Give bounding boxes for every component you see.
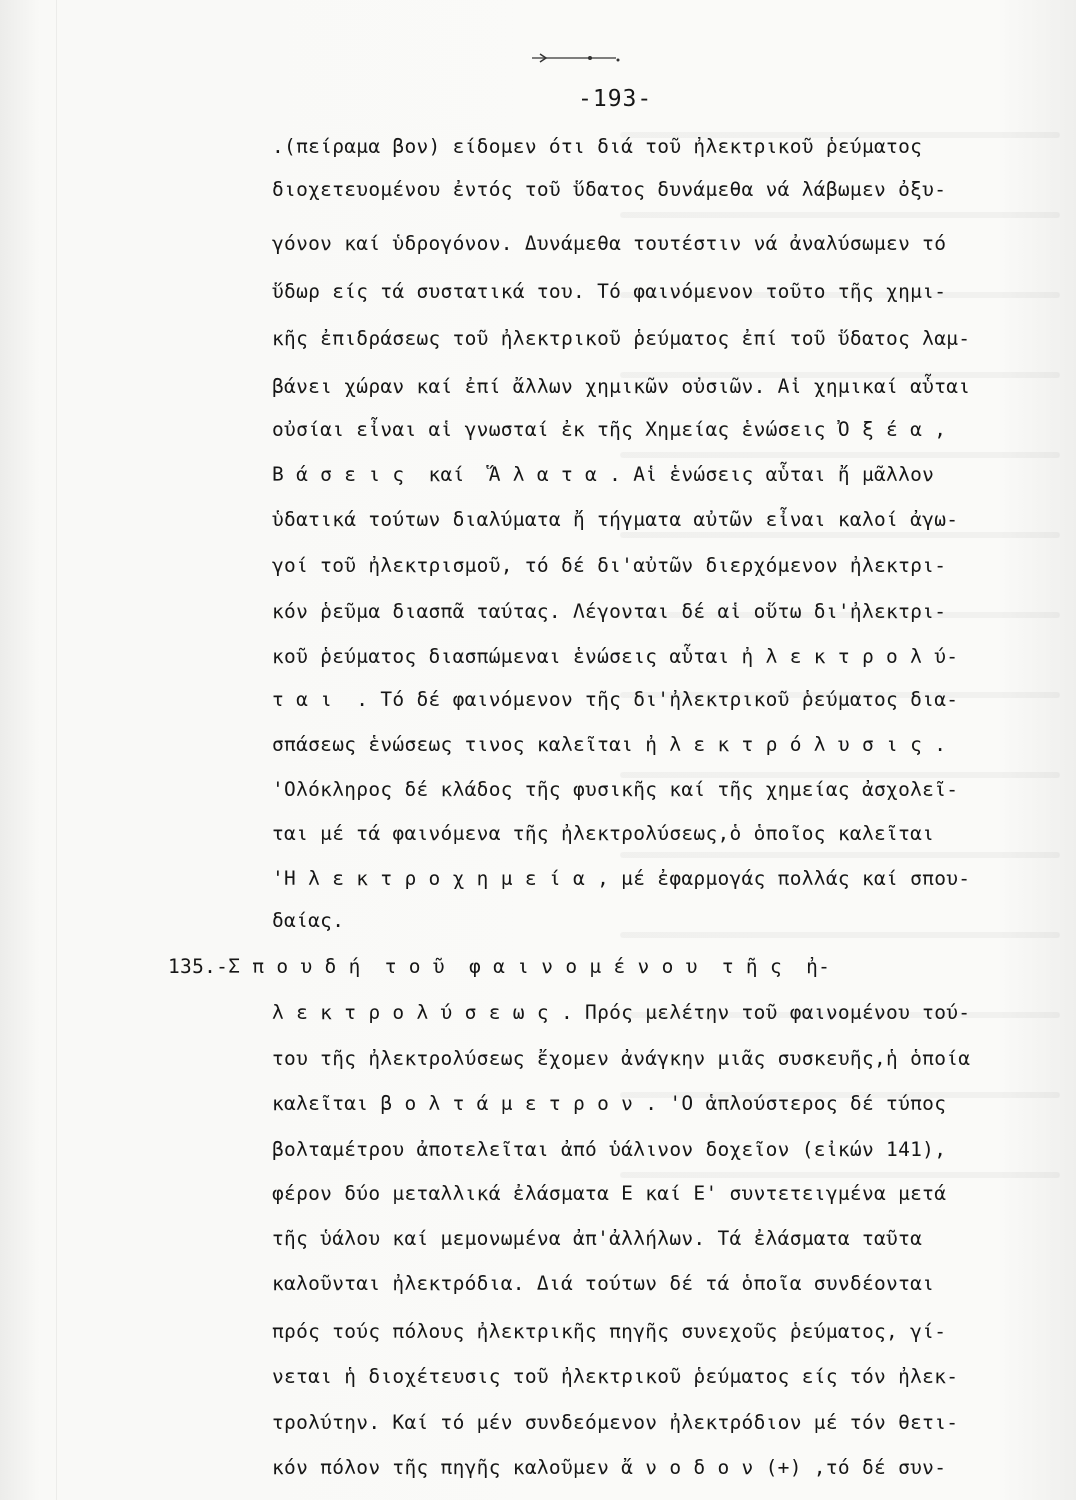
text-line: λ ε κ τ ρ ο λ ύ σ ε ω ς . Πρός μελέτην τοῦ φαινομένου τού- xyxy=(272,1001,971,1024)
text-line-section-heading: 135.-Σ π ο υ δ ή τ ο ῦ φ α ι ν ο μ έ ν ο υ τ ῆ ς ἠ- xyxy=(168,955,831,978)
text-line: ὕδωρ είς τά συστατικά του. Τό φαινόμενον τοῦτο τῆς χημι- xyxy=(272,280,947,303)
bleed-through-mark xyxy=(620,532,1060,538)
bleed-through-mark xyxy=(620,1172,1060,1178)
text-line: κῆς ἐπιδράσεως τοῦ ἠλεκτρικοῦ ῥεύματος ἐπί τοῦ ὕδατος λαμ- xyxy=(272,327,971,350)
text-line: βάνει χώραν καί ἐπί ἄλλων χημικῶν οὐσιῶν. Αἱ χημικαί αὗται xyxy=(272,375,971,398)
text-line: .(πείραμα βον) είδομεν ότι διά τοῦ ἠλεκτρικοῦ ῥεύματος xyxy=(272,135,923,158)
text-line: γόνον καί ὑδρογόνον. Δυνάμεθα τουτέστιν νά ἀναλύσωμεν τό xyxy=(272,232,947,255)
text-line: δαίας. xyxy=(272,909,345,932)
text-line: ται μέ τά φαινόμενα τῆς ἠλεκτρολύσεως,ὁ ὁποῖος καλεῖται xyxy=(272,822,935,845)
text-line: οὐσίαι εἶναι αἱ γνωσταί ἐκ τῆς Χημείας ἑνώσεις Ὀ ξ έ α , xyxy=(272,418,947,441)
page-edge-shadow xyxy=(56,0,57,1500)
text-line: του τῆς ἠλεκτρολύσεως ἔχομεν ἀνάγκην μιᾶς συσκευῆς,ἡ ὁποία xyxy=(272,1047,971,1070)
text-line: κοῦ ῥεύματος διασπώμεναι ἑνώσεις αὗται ἠ λ ε κ τ ρ ο λ ύ- xyxy=(272,645,959,668)
text-line: γοί τοῦ ἠλεκτρισμοῦ, τό δέ δι'αὐτῶν διερχόμενον ἠλεκτρι- xyxy=(272,554,947,577)
text-line: ὑδατικά τούτων διαλύματα ἤ τήγματα αὐτῶν εἶναι καλοί ἀγω- xyxy=(272,508,959,531)
text-line: φέρον δύο μεταλλικά ἐλάσματα Ε καί Ε' συντετειγμένα μετά xyxy=(272,1182,947,1205)
text-line: καλοῦνται ἠλεκτρόδια. Διά τούτων δέ τά ὁποῖα συνδέονται xyxy=(272,1272,935,1295)
top-decorative-mark xyxy=(528,52,620,66)
text-line: καλεῖται β ο λ τ ά μ ε τ ρ ο ν . 'Ο ἁπλούστερος δέ τύπος xyxy=(272,1092,947,1115)
bleed-through-mark xyxy=(620,932,1060,938)
text-line: βολταμέτρου ἀποτελεῖται ἀπό ὑάλινον δοχεῖον (εἰκών 141), xyxy=(272,1138,947,1161)
text-line: νεται ἡ διοχέτευσις τοῦ ἠλεκτρικοῦ ῥεύματος είς τόν ἠλεκ- xyxy=(272,1365,959,1388)
text-line: τῆς ὑάλου καί μεμονωμένα ἀπ'ἀλλήλων. Τά ἐλάσματα ταῦτα xyxy=(272,1227,923,1250)
bleed-through-mark xyxy=(620,452,1060,458)
bleed-through-mark xyxy=(620,212,1060,218)
text-line: διοχετευομένου ἐντός τοῦ ὕδατος δυνάμεθα νά λάβωμεν ὀξυ- xyxy=(272,178,947,201)
text-line: σπάσεως ἑνώσεως τινος καλεῖται ἠ λ ε κ τ ρ ό λ υ σ ι ς . xyxy=(272,733,947,756)
text-line: κόν ῥεῦμα διασπᾶ ταύτας. Λέγονται δέ αἱ οὕτω δι'ἠλεκτρι- xyxy=(272,600,947,623)
text-line: πρός τούς πόλους ἠλεκτρικῆς πηγῆς συνεχοῦς ῥεύματος, γί- xyxy=(272,1320,947,1343)
text-line: 'Ολόκληρος δέ κλάδος τῆς φυσικῆς καί τῆς χημείας ἀσχολεῖ- xyxy=(272,778,959,801)
text-line: Β ά σ ε ι ς καί Ἅ λ α τ α . Αἱ ἑνώσεις αὗται ἤ μᾶλλον xyxy=(272,463,935,486)
text-line: κόν πόλον τῆς πηγῆς καλοῦμεν ἄ ν ο δ ο ν (+) ,τό δέ συν- xyxy=(272,1456,947,1479)
text-line: 'Η λ ε κ τ ρ ο χ η μ ε ί α , μέ ἐφαρμογάς πολλάς καί σπου- xyxy=(272,867,971,890)
text-line: τρολύτην. Καί τό μέν συνδεόμενον ἠλεκτρόδιον μέ τόν θετι- xyxy=(272,1411,959,1434)
page-number: -193- xyxy=(578,86,653,112)
text-line: τ α ι . Τό δέ φαινόμενον τῆς δι'ἠλεκτρικοῦ ῥεύματος δια- xyxy=(272,688,959,711)
bleed-through-mark xyxy=(620,852,1060,858)
